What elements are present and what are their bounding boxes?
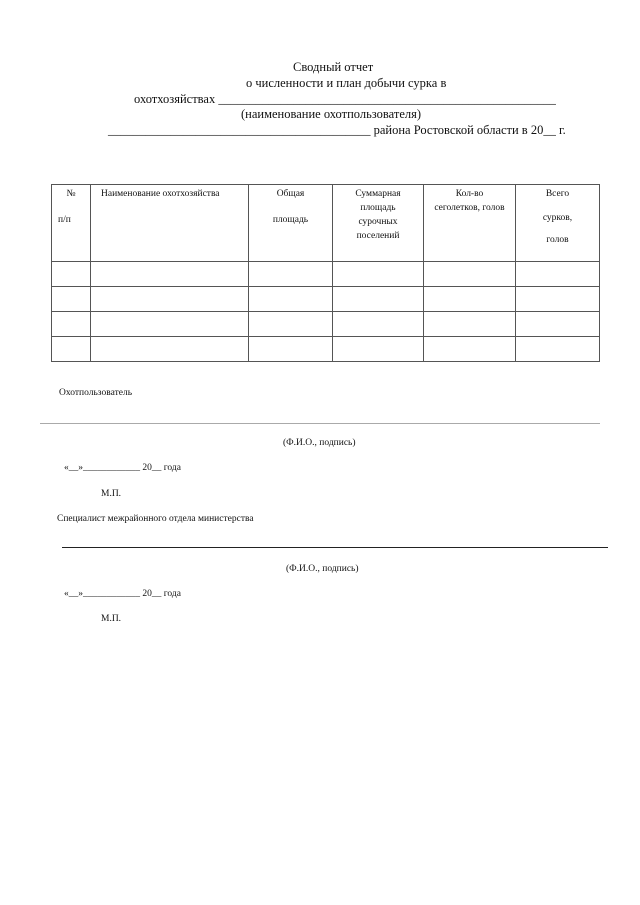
table-cell[interactable] — [516, 262, 600, 287]
header-total-marmots — [516, 185, 600, 262]
header-yearlings-l2: сеголетков, голов — [434, 203, 505, 213]
specialist-signature-caption: (Ф.И.О., подпись) — [286, 564, 359, 574]
report-subtitle: о численности и план добычи сурка в — [246, 76, 447, 90]
header-total-area-bottom: площадь — [272, 215, 309, 225]
header-total-l1: Всего — [545, 189, 570, 199]
table-row — [52, 287, 600, 312]
hunting-farms-line: охотхозяйствах ______________________________________________________ — [134, 92, 556, 106]
hunter-label: Охотпользователь — [59, 388, 133, 398]
header-farm-name-label: Наименование охотхозяйства — [101, 189, 220, 199]
hunter-signature-caption: (Ф.И.О., подпись) — [283, 438, 356, 448]
table-cell[interactable] — [516, 337, 600, 362]
header-number-top: № — [66, 189, 76, 199]
specialist-stamp-label: М.П. — [101, 614, 122, 624]
table-cell[interactable] — [249, 262, 333, 287]
header-total-l2: сурков, — [542, 213, 573, 223]
table-cell[interactable] — [333, 312, 424, 337]
header-number — [52, 185, 91, 262]
specialist-signature-line[interactable] — [62, 547, 608, 548]
table-cell[interactable] — [249, 287, 333, 312]
specialist-label: Специалист межрайонного отдела министерства — [57, 514, 254, 524]
table-cell[interactable] — [333, 337, 424, 362]
table-cell[interactable] — [91, 287, 249, 312]
table-cell[interactable] — [424, 337, 516, 362]
header-yearlings — [424, 185, 516, 262]
hunter-signature-line[interactable] — [40, 423, 600, 424]
report-title: Сводный отчет — [293, 60, 374, 74]
header-total-area-top: Общая — [276, 189, 305, 199]
table-row — [52, 312, 600, 337]
table-cell[interactable] — [91, 262, 249, 287]
header-total-area — [249, 185, 333, 262]
table-cell[interactable] — [424, 312, 516, 337]
table-cell[interactable] — [333, 262, 424, 287]
table-cell[interactable] — [91, 337, 249, 362]
specialist-date-field[interactable]: «__»____________ 20__ года — [64, 589, 181, 599]
table-cell[interactable] — [52, 337, 91, 362]
hunter-stamp-label: М.П. — [101, 489, 122, 499]
table-cell[interactable] — [52, 262, 91, 287]
header-total-l3: голов — [546, 235, 569, 245]
table-cell[interactable] — [516, 287, 600, 312]
report-table — [51, 184, 600, 362]
header-farm-name — [91, 185, 249, 262]
table-cell[interactable] — [424, 287, 516, 312]
header-colonies-l2: площадь — [360, 203, 396, 213]
table-header-row — [52, 185, 600, 262]
table-cell[interactable] — [516, 312, 600, 337]
header-number-bottom: п/п — [58, 215, 71, 225]
table-row — [52, 337, 600, 362]
table-cell[interactable] — [52, 287, 91, 312]
table-row — [52, 262, 600, 287]
table-cell[interactable] — [91, 312, 249, 337]
header-colonies-l4: поселений — [356, 231, 400, 241]
hunter-date-field[interactable]: «__»____________ 20__ года — [64, 463, 181, 473]
table-cell[interactable] — [52, 312, 91, 337]
table-cell[interactable] — [333, 287, 424, 312]
table-cell[interactable] — [249, 312, 333, 337]
header-colonies-l3: сурочных — [358, 217, 398, 227]
header-colonies-l1: Суммарная — [355, 189, 401, 199]
table-cell[interactable] — [249, 337, 333, 362]
header-colonies-area — [333, 185, 424, 262]
hunter-name-caption: (наименование охотпользователя) — [241, 107, 422, 121]
district-line: __________________________________________ района Ростовской области в 20__ г. — [108, 123, 566, 137]
table-cell[interactable] — [424, 262, 516, 287]
header-yearlings-l1: Кол-во — [455, 189, 484, 199]
